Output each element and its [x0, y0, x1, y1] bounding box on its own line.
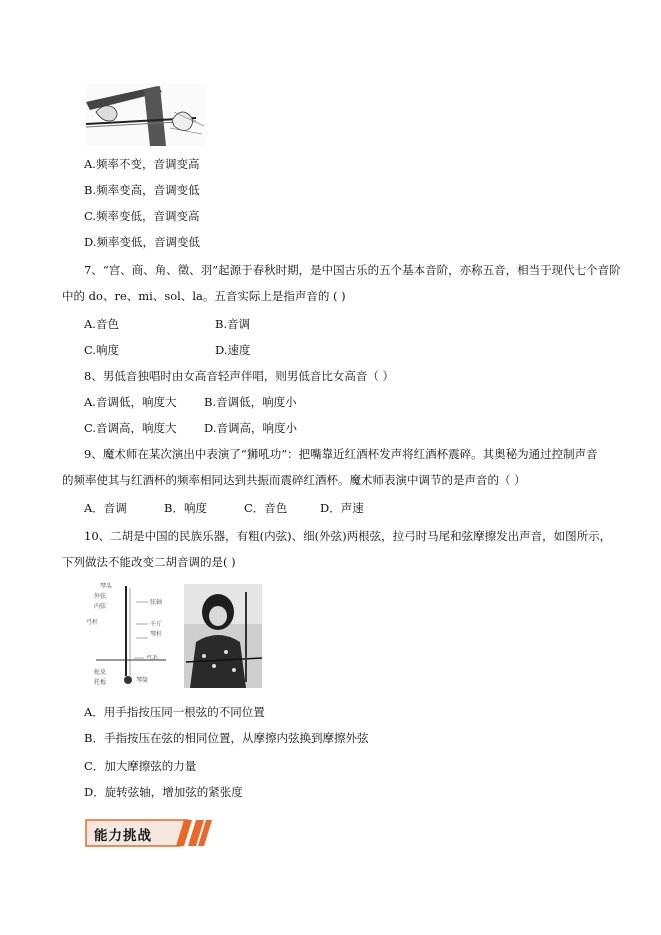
label-tuoban: 托板 [94, 679, 107, 686]
q9-text-line2: 的频率使其与红酒杯的频率相同达到共振而震碎红酒杯。魔术师表演中调节的是声音的（ ） [62, 473, 526, 487]
q9-option-b: B．响度 [164, 501, 207, 515]
q9-option-d: D．声速 [320, 501, 364, 515]
banner-title: 能力挑战 [94, 828, 152, 844]
label-qianjin: 千斤 [150, 621, 163, 628]
label-shepi: 蛇皮 [94, 669, 107, 676]
q7-option-b: B.音调 [215, 317, 251, 331]
erhu-figure [86, 582, 266, 690]
q10-option-c: C．加大摩擦弦的力量 [84, 759, 197, 773]
label-qingan: 琴杆 [150, 631, 163, 638]
q7-option-d: D.速度 [215, 343, 251, 357]
q10-text-line2: 下列做法不能改变二胡音调的是( ) [62, 555, 236, 569]
label-qintou: 琴头 [100, 583, 113, 590]
q7-option-c: C.响度 [84, 343, 120, 357]
q6-option-d: D.频率变低，音调变低 [84, 235, 200, 249]
q9-option-a: A．音调 [84, 501, 127, 515]
ruler-on-table-figure [86, 84, 206, 146]
q10-text-line1: 10、二胡是中国的民族乐器，有粗(内弦)、细(外弦)两根弦，拉弓时马尾和弦摩擦发出声音，如图所示， [84, 529, 612, 543]
q7-text-line1: 7、“宫、商、角、徵、羽”起源于春秋时期，是中国古乐的五个基本音阶，亦称五音，相当于现代七个音阶 [84, 263, 621, 277]
label-xianzhou: 弦轴 [150, 599, 163, 606]
q8-option-d: D.音调高，响度小 [204, 421, 297, 435]
q10-option-b: B．手指按压在弦的相同位置，从摩擦内弦换到摩擦外弦 [84, 731, 369, 745]
q10-option-a: A．用手指按压同一根弦的不同位置 [84, 705, 265, 719]
q10-option-d: D．旋转弦轴，增加弦的紧张度 [84, 785, 243, 799]
label-neixian: 内弦 [94, 603, 107, 610]
q6-option-a: A.频率不变，音调变高 [84, 157, 200, 171]
label-waixian: 外弦 [94, 593, 107, 600]
q8-text: 8、男低音独唱时由女高音轻声伴唱，则男低音比女高音（ ） [84, 369, 394, 383]
q6-option-c: C.频率变低，音调变高 [84, 209, 200, 223]
label-gongmao: 弓毛 [146, 655, 159, 662]
q6-option-b: B.频率变高，音调变低 [84, 183, 200, 197]
q7-option-a: A.音色 [84, 317, 119, 331]
q9-text-line1: 9、魔术师在某次演出中表演了“狮吼功”：把嘴靠近红酒杯发声将红酒杯震碎。其奥秘为通过控制声音 [84, 447, 598, 461]
label-qintong: 琴筒 [136, 677, 149, 684]
q8-option-a: A.音调低，响度大 [84, 395, 177, 409]
ability-challenge-banner [84, 818, 216, 848]
q7-text-line2: 中的 do、re、mi、sol、la。五音实际上是指声音的 ( ) [62, 289, 346, 303]
label-gonggan: 弓杆 [86, 619, 99, 626]
q9-option-c: C．音色 [244, 501, 288, 515]
q8-option-c: C.音调高，响度大 [84, 421, 177, 435]
q8-option-b: B.音调低，响度小 [204, 395, 297, 409]
